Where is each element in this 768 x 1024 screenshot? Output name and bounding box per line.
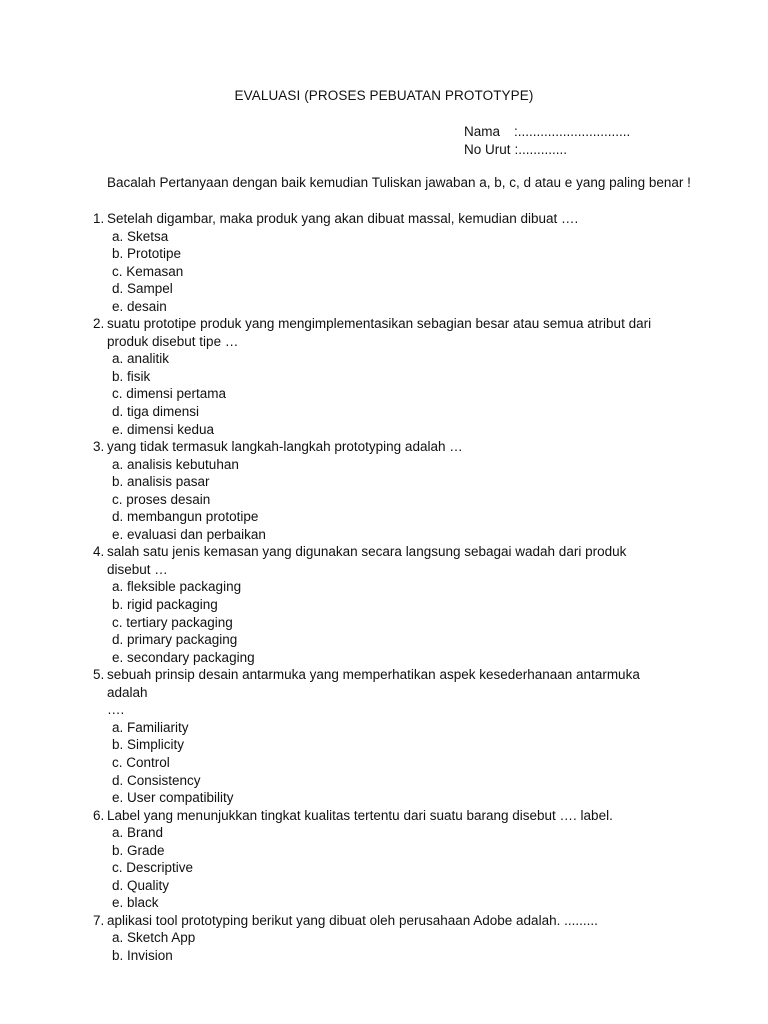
answer-option: d. membangun prototipe: [112, 509, 259, 525]
question-4: [93, 543, 673, 666]
answer-option: b. rigid packaging: [112, 597, 218, 613]
answer-option: b. analisis pasar: [112, 474, 210, 490]
question-6: [93, 807, 673, 912]
serial-number-row: [464, 141, 630, 159]
answer-option: e. evaluasi dan perbaikan: [112, 526, 266, 542]
question-2: [93, 315, 673, 438]
serial-number-label: No Urut: [464, 141, 511, 157]
question-5: [93, 666, 673, 806]
name-blank: :..............................: [514, 124, 631, 139]
answer-option: a. analisis kebutuhan: [112, 456, 239, 472]
question-1: [93, 210, 673, 315]
answer-option: b. Prototipe: [112, 246, 182, 262]
question-7: [93, 912, 673, 965]
question-number: 5.: [93, 667, 105, 683]
name-label: Nama: [464, 124, 501, 139]
answer-options: [93, 929, 673, 964]
answer-options: [93, 824, 673, 912]
name-row: [464, 123, 630, 141]
question-text: Label yang menunjukkan tingkat kualitas tertentu dari suatu barang disebut …. label.: [107, 807, 613, 823]
question-number: 7.: [93, 912, 105, 928]
answer-options: [93, 456, 673, 544]
question-number: 4.: [93, 544, 105, 560]
answer-option: c. dimensi pertama: [112, 386, 227, 402]
question-text: salah satu jenis kemasan yang digunakan secara langsung sebagai wadah dari produk disebut …: [107, 544, 627, 577]
answer-option: a. Sketsa: [112, 228, 169, 244]
question-3: [93, 438, 673, 543]
question-text: suatu prototipe produk yang mengimplementasikan sebagian besar atau semua atribut dari produk disebut tipe …: [107, 316, 652, 349]
answer-option: b. Grade: [112, 842, 165, 858]
question-text: yang tidak termasuk langkah-langkah prototyping adalah …: [107, 439, 463, 455]
identity-block: [464, 123, 630, 158]
question-text: Setelah digambar, maka produk yang akan dibuat massal, kemudian dibuat ….: [107, 211, 579, 226]
answer-option: d. Consistency: [112, 772, 201, 788]
answer-option: c. Control: [112, 754, 170, 770]
question-number: 2.: [93, 316, 105, 332]
answer-option: d. primary packaging: [112, 632, 238, 648]
answer-options: [93, 350, 673, 438]
answer-options: [93, 228, 673, 316]
question-list: [93, 210, 673, 965]
question-number: 3.: [93, 439, 105, 455]
answer-option: e. User compatibility: [112, 790, 234, 806]
question-text: sebuah prinsip desain antarmuka yang memperhatikan aspek kesederhanaan antarmuka adalah ….: [107, 667, 640, 718]
answer-options: [93, 578, 673, 666]
answer-option: c. Descriptive: [112, 860, 194, 876]
answer-option: d. tiga dimensi: [112, 404, 200, 420]
answer-option: e. desain: [112, 298, 167, 314]
page-title: EVALUASI (PROSES PEBUATAN PROTOTYPE): [234, 88, 534, 103]
answer-option: a. fleksible packaging: [112, 579, 242, 595]
answer-option: c. proses desain: [112, 491, 211, 507]
question-number: 6.: [93, 807, 105, 823]
answer-option: a. Familiarity: [112, 719, 189, 735]
answer-option: b. fisik: [112, 368, 151, 384]
answer-option: b. Simplicity: [112, 737, 185, 753]
answer-option: d. Quality: [112, 877, 170, 893]
answer-option: a. analitik: [112, 351, 170, 367]
answer-option: e. dimensi kedua: [112, 421, 215, 437]
answer-option: d. Sampel: [112, 281, 173, 297]
serial-number-blank: :.............: [514, 141, 568, 157]
answer-option: e. black: [112, 895, 159, 911]
answer-options: [93, 719, 673, 807]
answer-option: c. Kemasan: [112, 263, 184, 279]
answer-option: a. Brand: [112, 825, 164, 841]
question-text: aplikasi tool prototyping berikut yang dibuat oleh perusahaan Adobe adalah. .........: [107, 912, 598, 928]
question-number: 1.: [93, 211, 105, 226]
answer-option: a. Sketch App: [112, 930, 196, 946]
instruction-text: Bacalah Pertanyaan dengan baik kemudian Tuliskan jawaban a, b, c, d atau e yang paling benar !: [107, 175, 691, 190]
answer-option: b. Invision: [112, 947, 173, 963]
answer-option: c. tertiary packaging: [112, 614, 233, 630]
answer-option: e. secondary packaging: [112, 649, 255, 665]
